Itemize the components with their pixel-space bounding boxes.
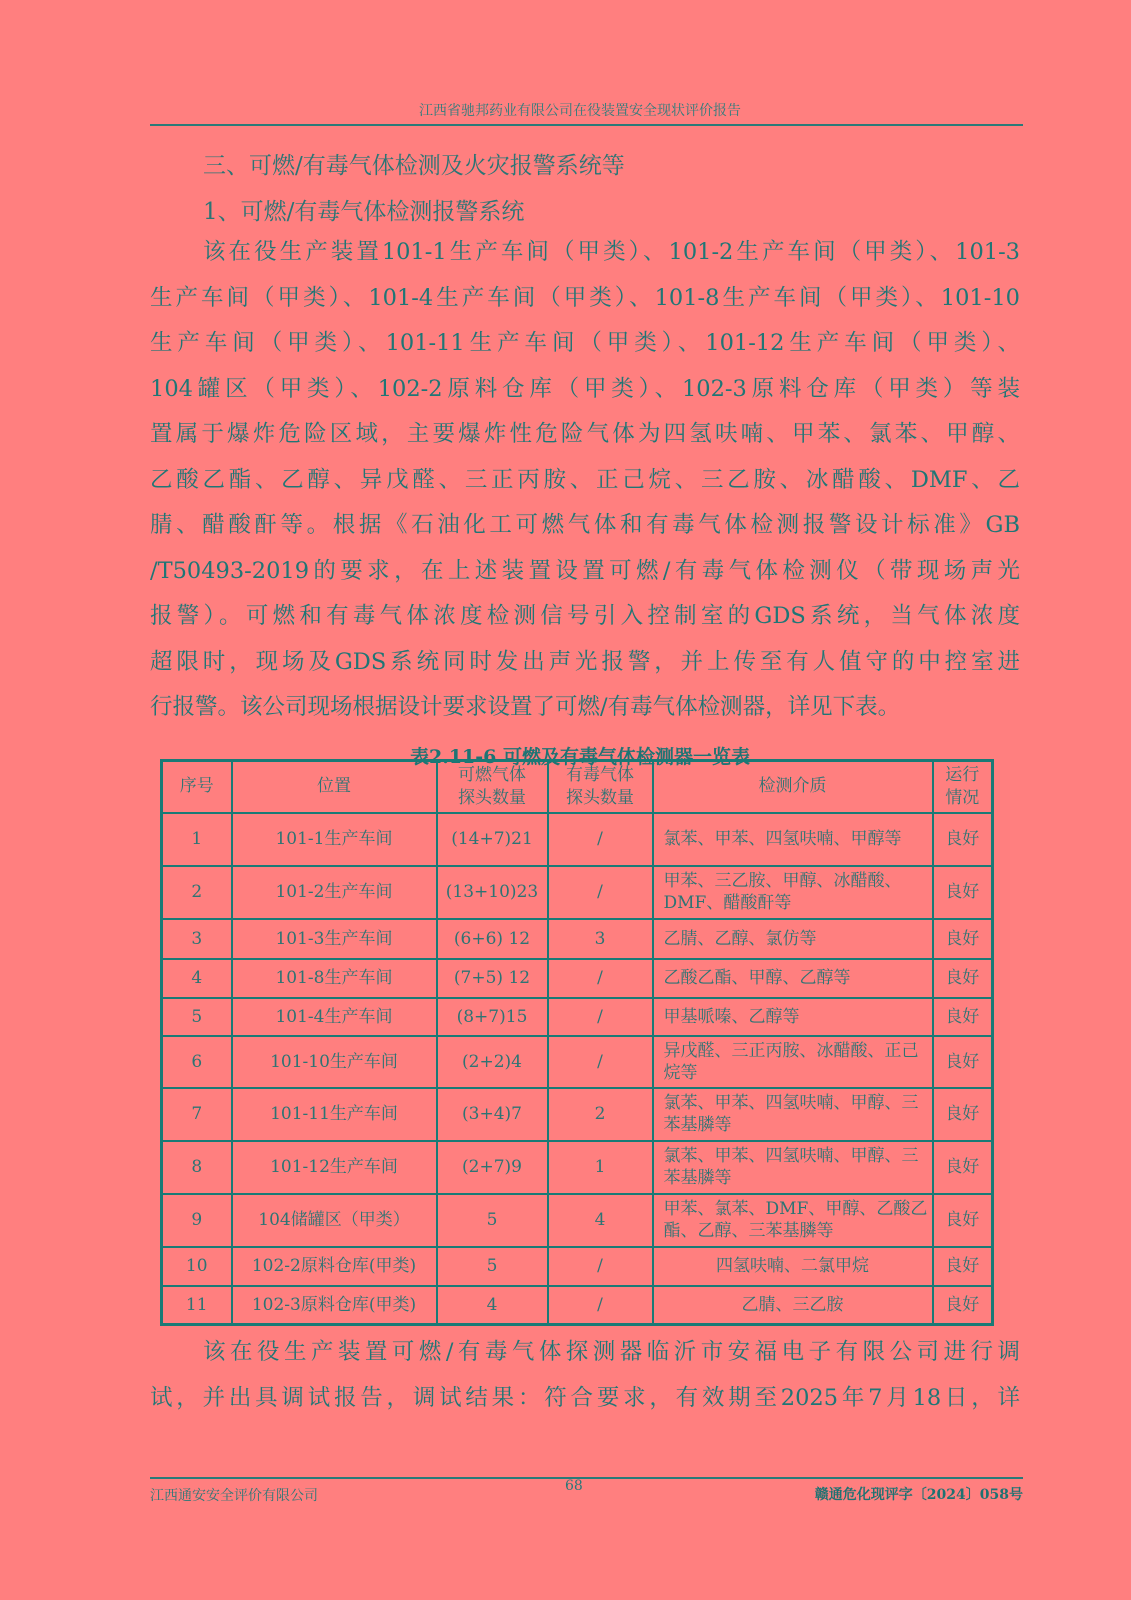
cell-status: 良好 [933,1088,993,1141]
paragraph-line: 行报警。该公司现场根据设计要求设置了可燃/有毒气体检测器，详见下表。 [150,694,901,720]
cell-status: 良好 [933,1194,993,1247]
cell-combustible: 4 [437,1286,548,1325]
table-header-row [162,761,993,813]
cell-no: 8 [162,1141,232,1194]
table-row [162,919,993,959]
table-row [162,1247,993,1286]
cell-status: 良好 [933,1141,993,1194]
cell-status: 良好 [933,959,993,998]
cell-toxic: / [548,866,653,919]
table-row [162,1088,993,1141]
cell-status: 良好 [933,998,993,1036]
cell-combustible: (7+5) 12 [437,959,548,998]
paragraph-line: 乙酸乙酯、乙醇、异戊醛、三正丙胺、正己烷、三乙胺、冰醋酸、DMF、乙 [150,466,1020,493]
cell-combustible: (13+10)23 [437,866,548,919]
paragraph-line: 试，并出具调试报告，调试结果：符合要求，有效期至2025年7月18日，详 [150,1384,1020,1411]
cell-combustible: 5 [437,1247,548,1286]
cell-medium: 异戊醛、三正丙胺、冰醋酸、正己烷等 [653,1036,933,1088]
cell-medium: 乙腈、乙醇、氯仿等 [653,919,933,959]
cell-location: 101-12生产车间 [232,1141,437,1194]
cell-medium: 甲苯、三乙胺、甲醇、冰醋酸、DMF、醋酸酐等 [653,866,933,919]
footer-doc-number: 赣通危化现评字〔2024〕058号 [814,1487,1023,1503]
cell-status: 良好 [933,1036,993,1088]
cell-medium: 甲苯、氯苯、DMF、甲醇、乙酸乙酯、乙醇、三苯基膦等 [653,1194,933,1247]
cell-combustible: (2+2)4 [437,1036,548,1088]
col-header-combustible: 可燃气体 探头数量 [437,761,548,813]
cell-no: 10 [162,1247,232,1286]
subsection-heading: 1、可燃/有毒气体检测报警系统 [203,199,525,225]
cell-location: 102-3原料仓库(甲类) [232,1286,437,1325]
cell-toxic: / [548,998,653,1036]
paragraph-line: 报警）。可燃和有毒气体浓度检测信号引入控制室的GDS系统，当气体浓度 [150,603,1020,629]
cell-status: 良好 [933,813,993,866]
cell-combustible: (2+7)9 [437,1141,548,1194]
cell-medium: 乙腈、三乙胺 [653,1286,933,1325]
cell-toxic: / [548,1286,653,1325]
page-number: 68 [565,1478,583,1494]
paragraph-line: 置属于爆炸危险区域，主要爆炸性危险气体为四氢呋喃、甲苯、氯苯、甲醇、 [150,421,1020,447]
cell-toxic: / [548,959,653,998]
body-paragraph-2 [150,1330,1020,1421]
cell-location: 101-4生产车间 [232,998,437,1036]
paragraph-line: 该在役生产装置101-1生产车间（甲类）、101-2生产车间（甲类）、101-3 [203,239,1020,265]
cell-toxic: 4 [548,1194,653,1247]
col-header-status: 运行 情况 [933,761,993,813]
table-row [162,1036,993,1088]
cell-no: 9 [162,1194,232,1247]
table-row [162,1286,993,1325]
cell-location: 102-2原料仓库(甲类) [232,1247,437,1286]
col-header-location: 位置 [232,761,437,813]
cell-toxic: 1 [548,1141,653,1194]
cell-location: 101-8生产车间 [232,959,437,998]
paragraph-line: 104罐区（甲类）、102-2原料仓库（甲类）、102-3原料仓库（甲类）等装 [150,375,1020,402]
cell-no: 4 [162,959,232,998]
cell-location: 101-1生产车间 [232,813,437,866]
cell-status: 良好 [933,1286,993,1325]
cell-toxic: 2 [548,1088,653,1141]
table-row [162,866,993,919]
cell-location: 101-10生产车间 [232,1036,437,1088]
cell-toxic: / [548,813,653,866]
cell-combustible: (3+4)7 [437,1088,548,1141]
cell-medium: 氯苯、甲苯、四氢呋喃、甲醇等 [653,813,933,866]
cell-toxic: / [548,1036,653,1088]
cell-no: 6 [162,1036,232,1088]
paragraph-line: /T50493-2019的要求，在上述装置设置可燃/有毒气体检测仪（带现场声光 [150,557,1020,584]
header-divider [150,124,1023,126]
cell-no: 11 [162,1286,232,1325]
cell-medium: 氯苯、甲苯、四氢呋喃、甲醇、三苯基膦等 [653,1141,933,1194]
paragraph-line: 该在役生产装置可燃/有毒气体探测器临沂市安福电子有限公司进行调 [203,1339,1020,1365]
cell-medium: 四氢呋喃、二氯甲烷 [653,1247,933,1286]
cell-location: 101-2生产车间 [232,866,437,919]
cell-no: 2 [162,866,232,919]
cell-combustible: (6+6) 12 [437,919,548,959]
table-row [162,959,993,998]
paragraph-line: 腈、醋酸酐等。根据《石油化工可燃气体和有毒气体检测报警设计标准》GB [150,512,1020,538]
footer-company: 江西通安安全评价有限公司 [150,1488,318,1504]
cell-no: 7 [162,1088,232,1141]
table-row [162,998,993,1036]
cell-combustible: 5 [437,1194,548,1247]
col-header-medium: 检测介质 [653,761,933,813]
cell-location: 101-3生产车间 [232,919,437,959]
cell-medium: 氯苯、甲苯、四氢呋喃、甲醇、三苯基膦等 [653,1088,933,1141]
cell-status: 良好 [933,1247,993,1286]
col-header-toxic: 有毒气体 探头数量 [548,761,653,813]
gas-detector-table [160,759,994,1326]
cell-status: 良好 [933,919,993,959]
table-row [162,1141,993,1194]
table-row [162,1194,993,1247]
paragraph-line: 超限时，现场及GDS系统同时发出声光报警，并上传至有人值守的中控室进 [150,648,1020,675]
cell-no: 1 [162,813,232,866]
paragraph-line: 生产车间（甲类）、101-4生产车间（甲类）、101-8生产车间（甲类）、101-10 [150,284,1020,311]
cell-no: 5 [162,998,232,1036]
table-row [162,813,993,866]
cell-combustible: (14+7)21 [437,813,548,866]
cell-toxic: / [548,1247,653,1286]
body-paragraph-1 [150,230,1020,731]
cell-location: 104储罐区（甲类） [232,1194,437,1247]
table-caption: 表2.11-6 可燃及有毒气体检测器一览表 [410,746,750,768]
cell-medium: 甲基哌嗪、乙醇等 [653,998,933,1036]
page-header-title: 江西省驰邦药业有限公司在役装置安全现状评价报告 [419,103,741,119]
col-header-no: 序号 [162,761,232,813]
section-heading: 三、可燃/有毒气体检测及火灾报警系统等 [203,153,625,179]
cell-no: 3 [162,919,232,959]
paragraph-line: 生产车间（甲类）、101-11生产车间（甲类）、101-12生产车间（甲类）、 [150,330,1020,356]
cell-combustible: (8+7)15 [437,998,548,1036]
cell-status: 良好 [933,866,993,919]
cell-location: 101-11生产车间 [232,1088,437,1141]
cell-toxic: 3 [548,919,653,959]
cell-medium: 乙酸乙酯、甲醇、乙醇等 [653,959,933,998]
footer-divider [150,1477,1023,1479]
